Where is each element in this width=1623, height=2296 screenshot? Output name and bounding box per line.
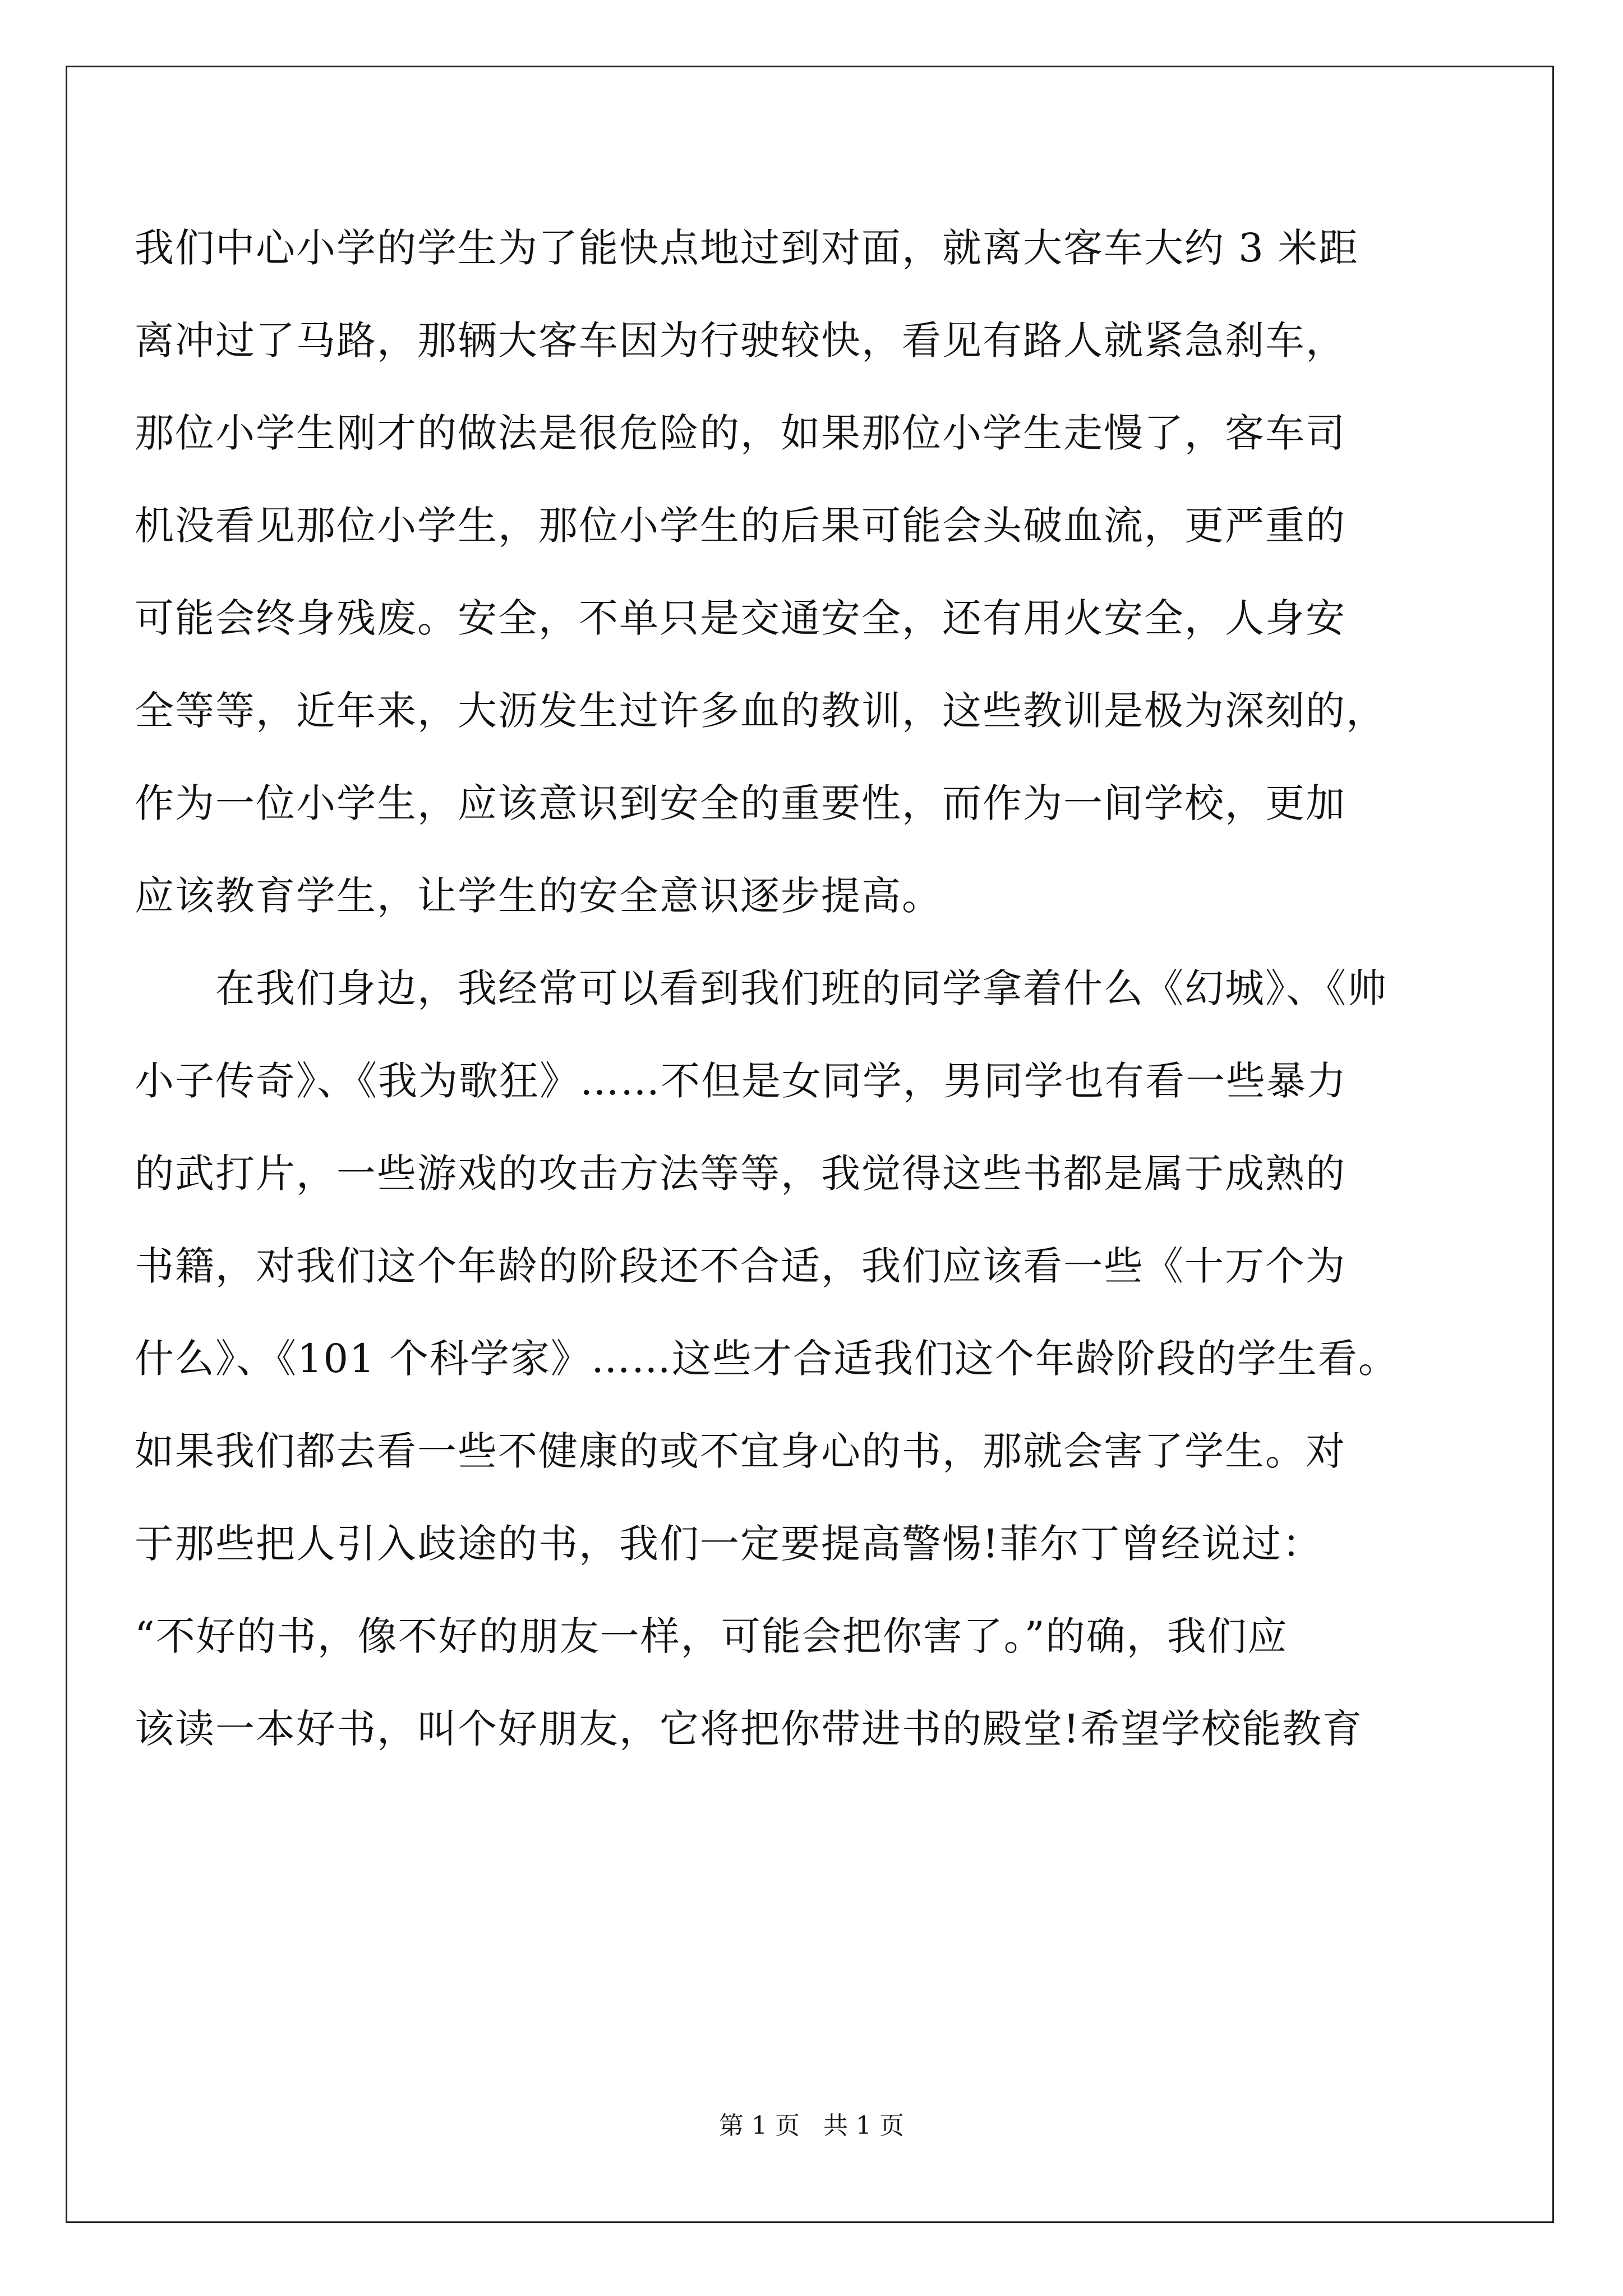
text-line: 应该教育学生，让学生的安全意识逐步提高。 xyxy=(135,873,942,919)
text-line: 什么》、《101 个科学家》……这些才合适我们这个年龄阶段的学生看。 xyxy=(135,1336,1399,1382)
text-line: 我们中心小学的学生为了能快点地过到对面，就离大客车大约 3 米距 xyxy=(135,225,1359,271)
text-line: 小子传奇》、《我为歌狂》……不但是女同学，男同学也有看一些暴力 xyxy=(135,1058,1347,1104)
text-line: 机没看见那位小学生，那位小学生的后果可能会头破血流，更严重的 xyxy=(135,503,1346,549)
text-line: 于那些把人引入歧途的书，我们一定要提高警惕!菲尔丁曾经说过： xyxy=(135,1521,1323,1567)
text-line: 那位小学生刚才的做法是很危险的，如果那位小学生走慢了，客车司 xyxy=(135,410,1346,456)
text-line: 书籍，对我们这个年龄的阶段还不合适，我们应该看一些《十万个为 xyxy=(135,1243,1346,1289)
text-line: 该读一本好书，叫个好朋友，它将把你带进书的殿堂!希望学校能教育 xyxy=(135,1706,1363,1752)
text-line: 离冲过了马路，那辆大客车因为行驶较快，看见有路人就紧急刹车， xyxy=(135,318,1346,364)
text-line: 的武打片，一些游戏的攻击方法等等，我觉得这些书都是属于成熟的 xyxy=(135,1151,1346,1197)
page-footer: 第 1 页 共 1 页 xyxy=(719,2111,904,2140)
text-line: 作为一位小学生，应该意识到安全的重要性，而作为一间学校，更加 xyxy=(135,780,1346,826)
text-line: 可能会终身残废。安全，不单只是交通安全，还有用火安全，人身安 xyxy=(135,595,1346,641)
document-body xyxy=(135,202,1486,1775)
paragraph-start-line: 在我们身边，我经常可以看到我们班的同学拿着什么《幻城》、《帅 xyxy=(135,965,1387,1011)
text-line: 全等等，近年来，大沥发生过许多血的教训，这些教训是极为深刻的， xyxy=(135,688,1386,734)
text-line: “不好的书，像不好的朋友一样，可能会把你害了。”的确，我们应 xyxy=(135,1613,1288,1659)
text-line: 如果我们都去看一些不健康的或不宜身心的书，那就会害了学生。对 xyxy=(135,1428,1346,1474)
